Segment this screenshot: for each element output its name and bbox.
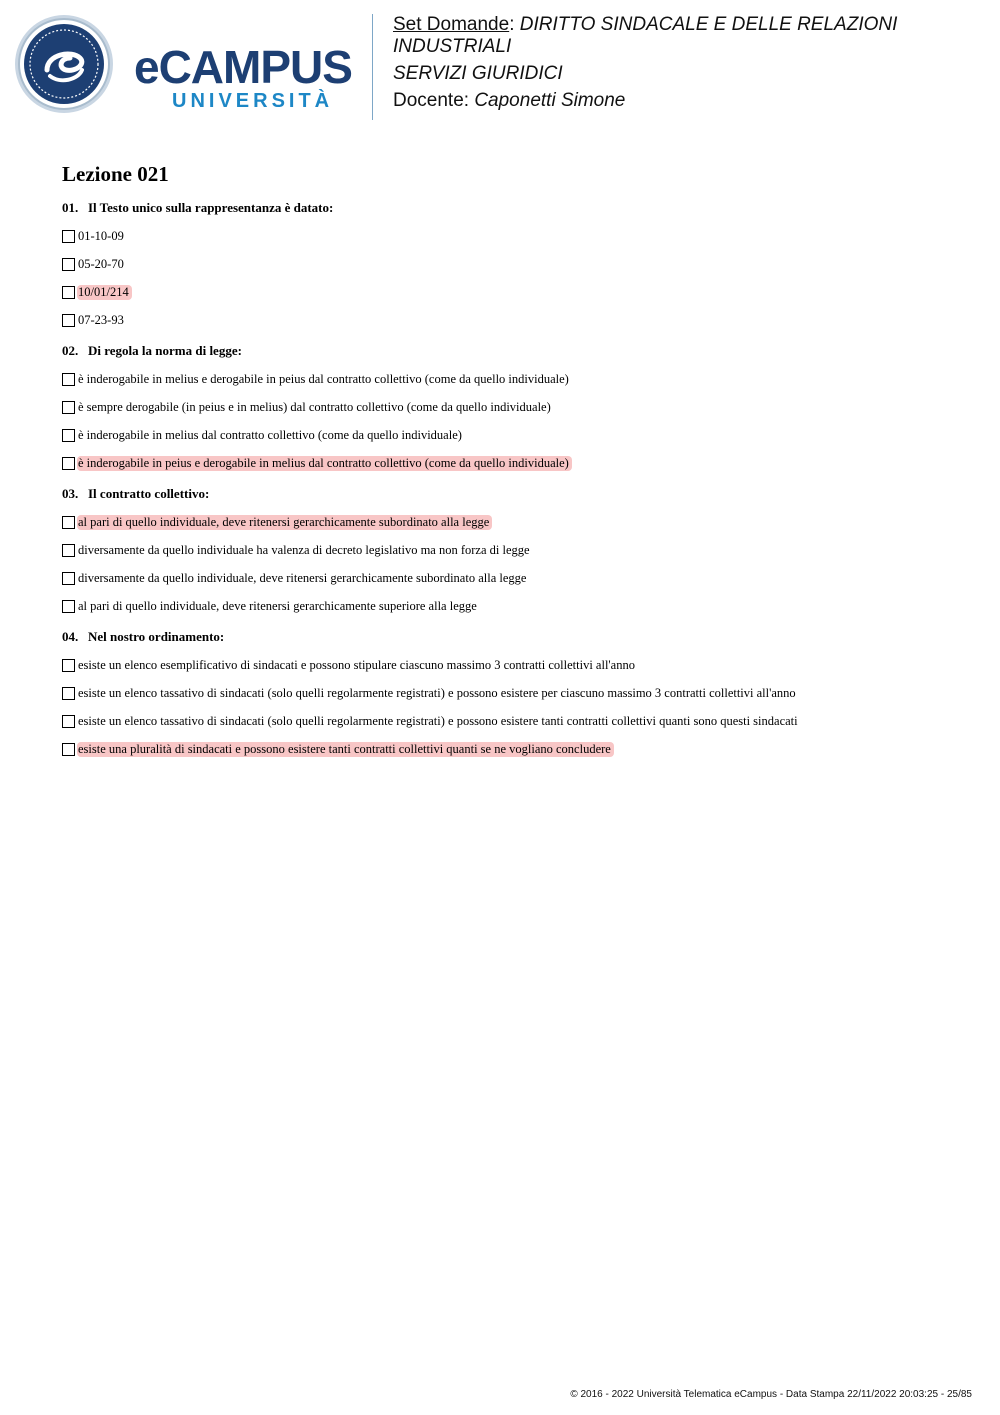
set-separator: : — [509, 14, 520, 35]
answer-text: è sempre derogabile (in peius e in melius) dal contratto collettivo (come da quello individuale) — [78, 399, 551, 414]
question-number: 03. — [62, 486, 79, 501]
faculty-name: SERVIZI GIURIDICI — [393, 63, 563, 84]
answer-option[interactable] — [62, 513, 962, 531]
answer-text-highlighted: al pari di quello individuale, deve ritenersi gerarchicamente subordinato alla legge — [77, 515, 492, 530]
question-number: 01. — [62, 200, 79, 215]
answer-text: diversamente da quello individuale ha valenza di decreto legislativo ma non forza di legge — [78, 542, 530, 557]
ecampus-logo — [14, 14, 359, 116]
answer-option[interactable] — [62, 684, 962, 702]
question-text: Di regola la norma di legge: — [88, 343, 242, 358]
answer-checkbox[interactable] — [62, 286, 75, 299]
question — [62, 486, 962, 615]
answer-checkbox[interactable] — [62, 743, 75, 756]
lesson-content — [62, 160, 962, 772]
docente-label: Docente: — [393, 90, 475, 111]
answer-text-highlighted: esiste una pluralità di sindacati e possono esistere tanti contratti collettivi quanti se ne vogliano concludere — [77, 742, 614, 757]
answer-text: 07-23-93 — [78, 312, 124, 327]
answer-text: è inderogabile in melius e derogabile in peius dal contratto collettivo (come da quello individuale) — [78, 371, 569, 386]
docente-row — [393, 90, 983, 112]
answer-checkbox[interactable] — [62, 600, 75, 613]
answer-checkbox[interactable] — [62, 457, 75, 470]
course-info — [393, 14, 983, 117]
question-text: Nel nostro ordinamento: — [88, 629, 225, 644]
logo-wordmark: eCAMPUS — [134, 41, 352, 93]
answer-text: 05-20-70 — [78, 256, 124, 271]
docente-name: Caponetti Simone — [474, 90, 626, 111]
logo-subtitle: UNIVERSITÀ — [172, 90, 334, 112]
course-title-line2: INDUSTRIALI — [393, 36, 512, 57]
lesson-title: Lezione 021 — [62, 162, 169, 186]
answer-checkbox[interactable] — [62, 258, 75, 271]
question-heading — [62, 486, 962, 502]
question-heading — [62, 343, 962, 359]
ecampus-seal-icon — [14, 14, 114, 114]
question-heading — [62, 200, 962, 216]
answer-option[interactable] — [62, 426, 962, 444]
set-row — [393, 14, 983, 58]
question-number: 04. — [62, 629, 79, 644]
answer-text: diversamente da quello individuale, deve ritenersi gerarchicamente subordinato alla legge — [78, 570, 527, 585]
answer-text: 01-10-09 — [78, 228, 124, 243]
answer-text: è inderogabile in melius dal contratto collettivo (come da quello individuale) — [78, 427, 462, 442]
answer-checkbox[interactable] — [62, 659, 75, 672]
answer-option[interactable] — [62, 656, 962, 674]
answer-checkbox[interactable] — [62, 373, 75, 386]
answer-option[interactable] — [62, 740, 962, 758]
question-text: Il Testo unico sulla rappresentanza è datato: — [88, 200, 334, 215]
course-title-line1: DIRITTO SINDACALE E DELLE RELAZIONI — [519, 14, 898, 35]
answer-option[interactable] — [62, 712, 962, 730]
question — [62, 629, 962, 758]
set-label: Set Domande — [393, 14, 510, 35]
answer-option[interactable] — [62, 398, 962, 416]
header-divider — [372, 14, 373, 120]
answer-option[interactable] — [62, 255, 962, 273]
answer-checkbox[interactable] — [62, 429, 75, 442]
question — [62, 200, 962, 329]
page-header — [0, 0, 1000, 130]
answer-text: esiste un elenco esemplificativo di sindacati e possono stipulare ciascuno massimo 3 contratti collettivi all'anno — [78, 657, 635, 672]
answer-checkbox[interactable] — [62, 230, 75, 243]
answer-option[interactable] — [62, 311, 962, 329]
answer-option[interactable] — [62, 227, 962, 245]
answer-text: esiste un elenco tassativo di sindacati (solo quelli regolarmente registrati) e possono esistere tanti contratti collettivi quanti sono questi sindacati — [78, 713, 798, 728]
answer-option[interactable] — [62, 597, 962, 615]
answer-text: al pari di quello individuale, deve ritenersi gerarchicamente superiore alla legge — [78, 598, 477, 613]
answer-checkbox[interactable] — [62, 401, 75, 414]
answer-text-highlighted: è inderogabile in peius e derogabile in melius dal contratto collettivo (come da quello individuale) — [77, 456, 572, 471]
question-number: 02. — [62, 343, 79, 358]
answer-checkbox[interactable] — [62, 544, 75, 557]
answer-checkbox[interactable] — [62, 572, 75, 585]
answer-text: esiste un elenco tassativo di sindacati (solo quelli regolarmente registrati) e possono esistere per ciascuno massimo 3 contratti collettivi all'anno — [78, 685, 796, 700]
answer-option[interactable] — [62, 283, 962, 301]
answer-checkbox[interactable] — [62, 715, 75, 728]
answer-option[interactable] — [62, 370, 962, 388]
answer-checkbox[interactable] — [62, 516, 75, 529]
page-footer: © 2016 - 2022 Università Telematica eCampus - Data Stampa 22/11/2022 20:03:25 - 25/85 — [570, 1389, 972, 1400]
answer-option[interactable] — [62, 541, 962, 559]
answer-checkbox[interactable] — [62, 314, 75, 327]
answer-option[interactable] — [62, 569, 962, 587]
question — [62, 343, 962, 472]
question-text: Il contratto collettivo: — [88, 486, 210, 501]
question-heading — [62, 629, 962, 645]
answer-option[interactable] — [62, 454, 962, 472]
answer-text-highlighted: 10/01/214 — [77, 285, 132, 300]
answer-checkbox[interactable] — [62, 687, 75, 700]
